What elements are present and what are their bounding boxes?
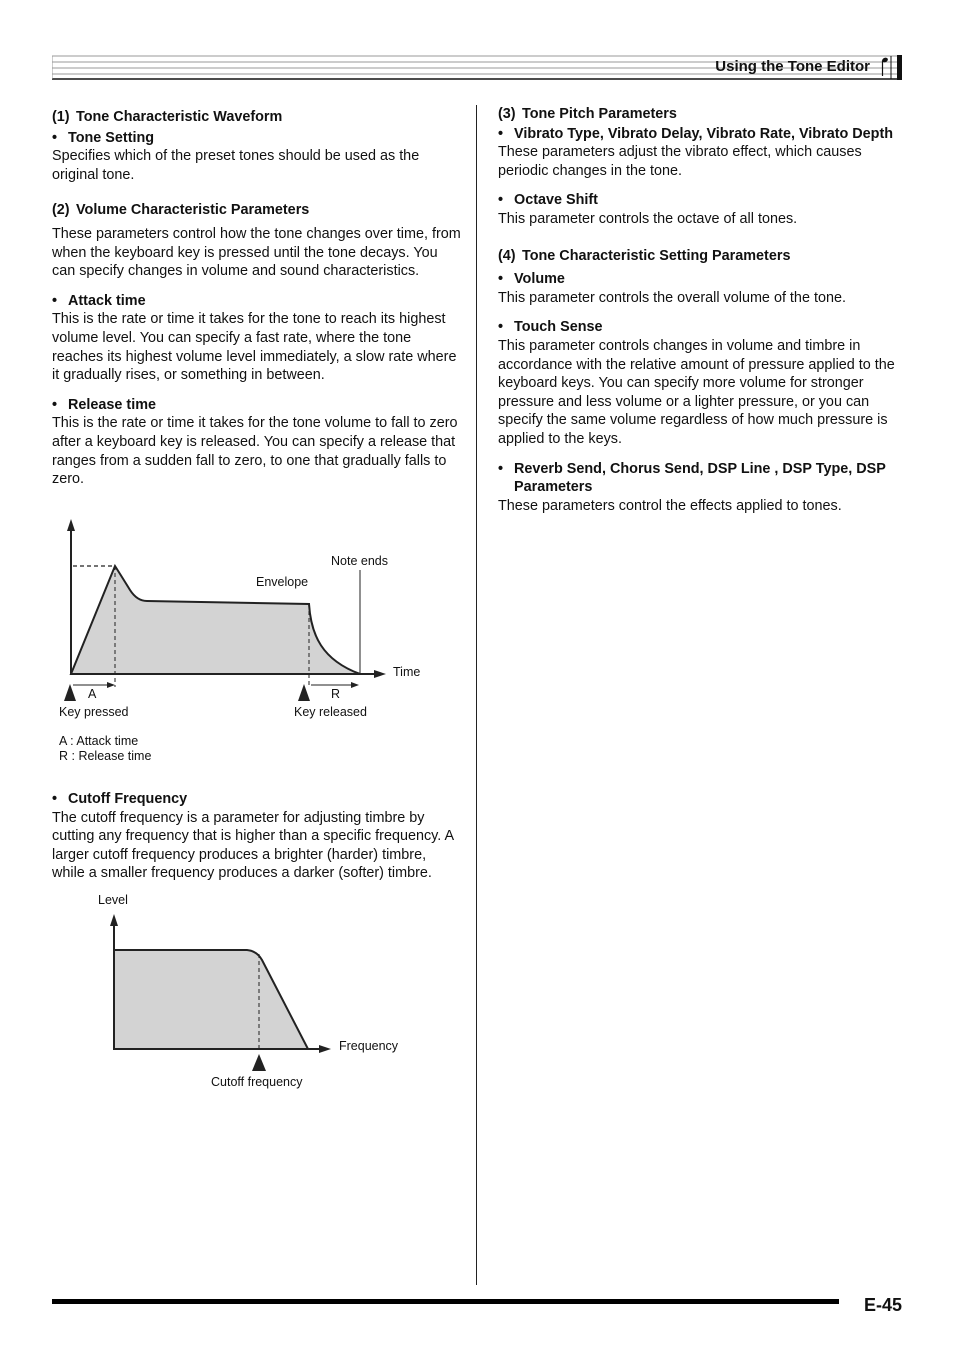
bullet-vibrato	[498, 125, 908, 144]
bullet-dot: •	[498, 271, 504, 288]
time-label: Time	[393, 665, 421, 679]
bullet-dot: •	[498, 319, 504, 336]
y-axis-arrow	[67, 519, 75, 531]
right-column	[498, 105, 908, 515]
page-number: E-45	[863, 1295, 902, 1315]
header-title: Using the Tone Editor	[715, 58, 870, 75]
key-pressed-label: Key pressed	[59, 705, 129, 719]
frequency-label: Frequency	[339, 1039, 399, 1053]
left-column	[52, 108, 462, 489]
footer-rule	[52, 1299, 839, 1304]
section-3-heading	[498, 105, 908, 124]
bullet-octave-shift	[498, 191, 908, 210]
bullet-dot: •	[52, 129, 58, 146]
column-divider	[476, 105, 477, 1285]
music-note-icon	[881, 57, 888, 76]
level-label: Level	[98, 893, 128, 907]
bullet-dot: •	[498, 460, 504, 477]
bullet-label: Volume	[514, 271, 565, 288]
cutoff-marker	[252, 1054, 266, 1071]
release-label: R	[331, 687, 341, 701]
bullet-dot: •	[498, 125, 504, 142]
section-number: (2)	[52, 202, 70, 219]
paragraph-attack-time: This is the rate or time it takes for the tone to reach its highest volume level. You can specify a fast rate, where the tone reaches its highest volume level immediately, a slow rate where it gradually rises, or something in between.	[52, 311, 457, 384]
paragraph-cutoff-frequency: The cutoff frequency is a parameter for adjusting timbre by cutting any frequency that is higher than a specific frequency. A larger cutoff frequency produces a brighter (harder) timbre, while a smaller frequency produces a darker (softer) timbre.	[52, 809, 454, 882]
bullet-label: Cutoff Frequency	[68, 791, 188, 807]
paragraph-reverb-send: These parameters control the effects applied to tones.	[498, 497, 842, 514]
attack-label: A	[88, 687, 97, 701]
bullet-label: Octave Shift	[514, 192, 598, 209]
x-axis-arrow	[374, 670, 386, 678]
bullet-dot: •	[52, 396, 58, 413]
cutoff-frequency-diagram	[52, 890, 462, 1095]
paragraph-touch-sense: This parameter controls changes in volume and timbre in accordance with the relative amount of pressure applied to the keyboard keys. You can specify more volume for stronger pressure and less volume or a lighter pressure, or you can specify the same volume regardless of how much pressure is applied to the keys.	[498, 337, 895, 447]
attack-span-arrow-right	[107, 682, 115, 688]
bullet-dot: •	[52, 791, 58, 807]
bullet-tone-setting	[52, 129, 462, 148]
key-pressed-marker	[64, 684, 76, 701]
cutoff-frequency-label: Cutoff frequency	[211, 1075, 303, 1089]
section-title: Tone Characteristic Setting Parameters	[522, 247, 791, 264]
envelope-label: Envelope	[256, 575, 309, 589]
section-4-heading	[498, 247, 908, 266]
section-1-heading	[52, 108, 462, 127]
bullet-label: Touch Sense	[514, 319, 603, 336]
key-released-marker	[298, 684, 310, 701]
note-ends-label: Note ends	[331, 554, 388, 568]
bullet-release-time	[52, 396, 462, 415]
section-number: (3)	[498, 106, 516, 122]
bullet-attack-time	[52, 292, 462, 311]
bullet-label: Attack time	[68, 292, 146, 309]
paragraph-tone-setting: Specifies which of the preset tones should be used as the original tone.	[52, 148, 420, 183]
paragraph-release-time: This is the rate or time it takes for the tone volume to fall to zero after a keyboard key is released. You can specify a release that ranges from a sudden fall to zero, to one that gradually falls to zero.	[52, 415, 458, 488]
bullet-label: Release time	[68, 396, 156, 413]
bullet-label: Reverb Send, Chorus Send, DSP Line , DSP Type, DSP Parameters	[514, 460, 886, 496]
section-title: Tone Characteristic Waveform	[76, 109, 283, 125]
release-span-arrow-right	[351, 682, 359, 688]
section-number: (1)	[52, 109, 70, 125]
envelope-fill	[71, 566, 360, 674]
legend-attack: A : Attack time	[59, 734, 139, 748]
envelope-diagram	[52, 515, 462, 775]
paragraph-volume: This parameter controls the overall volume of the tone.	[498, 289, 846, 306]
paragraph-vibrato: These parameters adjust the vibrato effect, which causes periodic changes in the tone.	[498, 144, 862, 179]
bullet-touch-sense	[498, 318, 908, 337]
section-title: Tone Pitch Parameters	[522, 106, 677, 122]
bullet-dot: •	[52, 292, 58, 309]
key-released-label: Key released	[294, 705, 367, 719]
legend-release: R : Release time	[59, 749, 152, 763]
bullet-label: Vibrato Type, Vibrato Delay, Vibrato Rate, Vibrato Depth	[514, 125, 894, 142]
paragraph-volume-characteristic: These parameters control how the tone changes over time, from when the keyboard key is pressed until the tone decays. You can specify changes in volume and sound characteristics.	[52, 225, 461, 280]
bullet-dot: •	[498, 192, 504, 209]
cutoff-section	[52, 790, 462, 883]
bullet-cutoff-frequency	[52, 790, 462, 809]
bullet-volume	[498, 270, 908, 289]
section-title: Volume Characteristic Parameters	[76, 202, 310, 219]
bullet-label: Tone Setting	[68, 129, 155, 146]
cutoff-fill	[114, 950, 308, 1049]
bullet-reverb-send	[498, 460, 908, 497]
y-axis-arrow	[110, 914, 118, 926]
x-axis-arrow	[319, 1045, 331, 1053]
paragraph-octave-shift: This parameter controls the octave of all tones.	[498, 210, 798, 227]
section-number: (4)	[498, 247, 516, 264]
section-2-heading	[52, 201, 462, 220]
